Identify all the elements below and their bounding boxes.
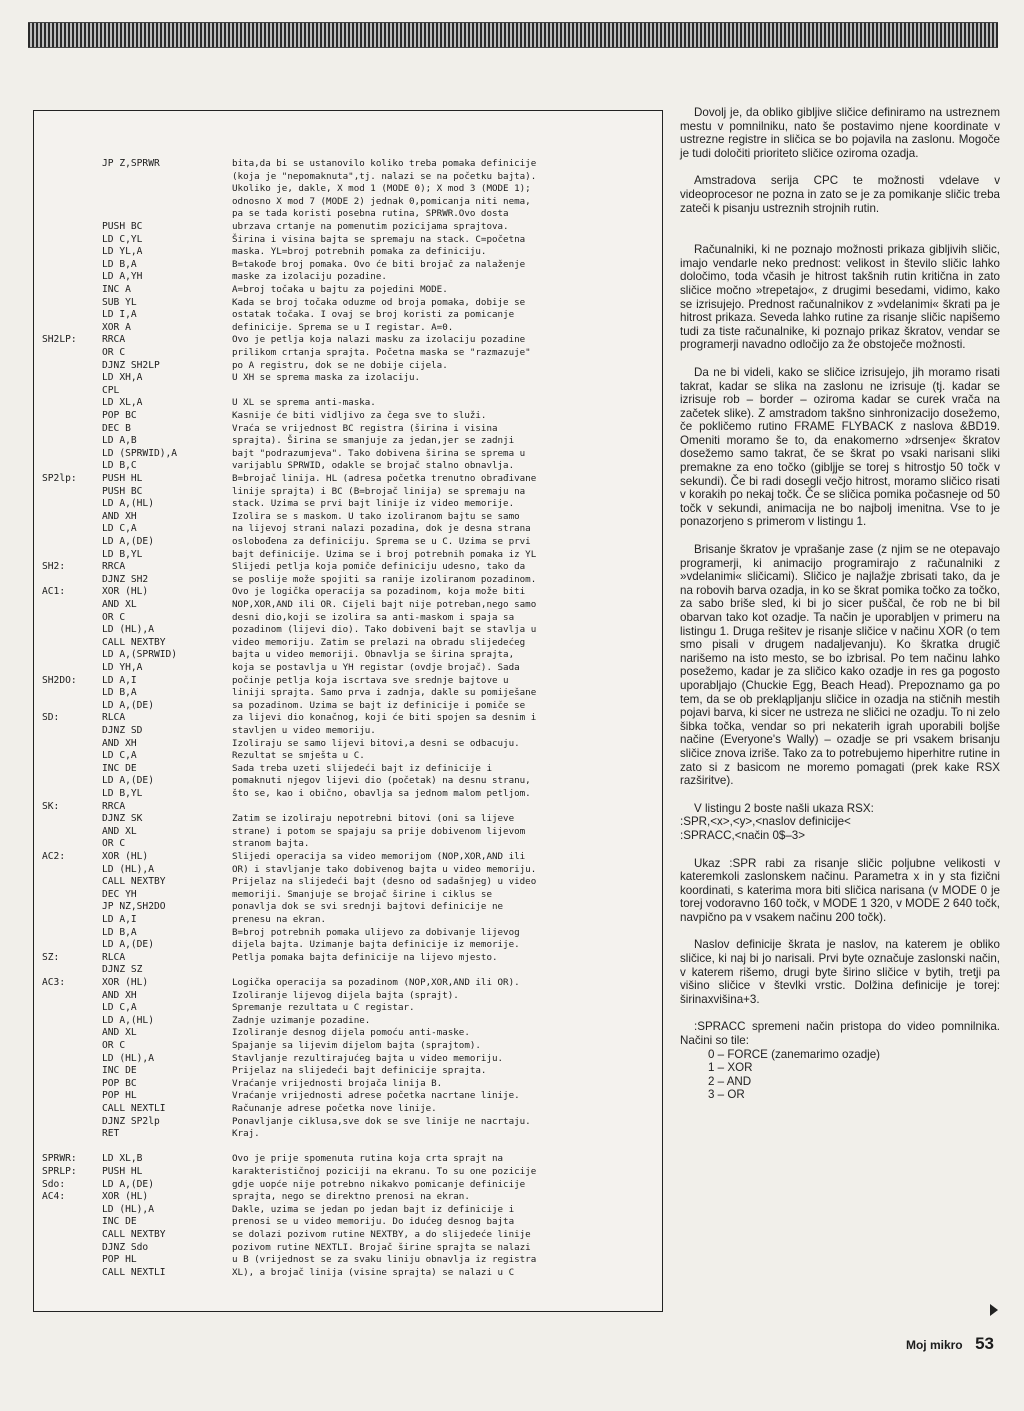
listing-row <box>34 321 662 334</box>
listing-row <box>34 510 662 523</box>
listing-row <box>34 875 662 888</box>
magazine-name: Moj mikro <box>905 1338 963 1352</box>
listing-code: PUSH HL <box>102 1166 143 1177</box>
listing-row <box>34 699 662 712</box>
listing-comment: Ovo je petlja koja nalazi masku za izolaciju pozadine <box>232 334 526 346</box>
listing-code: OR C <box>102 1040 126 1051</box>
listing-code: DEC B <box>102 422 131 434</box>
listing-code: POP HL <box>102 1254 137 1266</box>
listing-row <box>34 195 662 208</box>
listing-label: SPRLP: <box>42 1166 77 1177</box>
listing-code: LD A,(DE) <box>102 939 154 951</box>
listing-comment: Slijedi petlja koja pomiče definiciju udesno, tako da <box>232 561 526 573</box>
listing-comment: Logička operacija sa pozadinom (NOP,XOR,AND ili OR). <box>232 977 520 988</box>
listing-comment: za lijevi dio konačnog, koji će biti spojen sa desnim i <box>232 712 537 724</box>
listing-row <box>34 611 662 624</box>
listing-comment: A=broj točaka u bajtu za pojedini MODE. <box>232 284 448 295</box>
listing-comment: Ukoliko je, dakle, X mod 1 (MODE 0); X mod 3 (MODE 1); <box>232 183 531 195</box>
listing-code: LD (HL),A <box>102 1052 154 1064</box>
listing-row <box>34 270 662 283</box>
header-strip <box>28 22 998 48</box>
mode-option: 3 – OR <box>708 1088 745 1102</box>
listing-label: SZ: <box>42 951 60 963</box>
listing-comment: Kada se broj točaka oduzme od broja pomaka, dobije se <box>232 296 526 308</box>
listing-comment: ponavlja dok se svi srednji bajtovi definicije ne <box>232 901 504 913</box>
mode-option: 0 – FORCE (zanemarimo ozadje) <box>708 1047 881 1061</box>
listing-comment: Spajanje sa lijevim dijelom bajta (sprajtom). <box>232 1040 481 1051</box>
listing-code: PUSH HL <box>102 473 143 484</box>
listing-row <box>34 1241 662 1254</box>
listing-code: LD A,(DE) <box>102 536 154 547</box>
listing-comment: na lijevoj strani nalazi pozadina, dok je desna strana <box>232 523 531 535</box>
listing-code: LD C,A <box>102 1002 137 1014</box>
listing-row <box>34 1039 662 1052</box>
listing-row <box>34 472 662 485</box>
listing-code: LD B,A <box>102 258 137 270</box>
listing-code: CALL NEXTBY <box>102 1229 166 1240</box>
listing-row <box>34 825 662 838</box>
listing-comment: Prijelaz na slijedeći bajt definicije sprajta. <box>232 1065 487 1077</box>
listing-label: SPRWR: <box>42 1153 77 1165</box>
listing-code: AND XH <box>102 989 137 1001</box>
listing-code: LD A,(HL) <box>102 1014 154 1026</box>
listing-row <box>34 1203 662 1216</box>
listing-comment: sa pozadinom. Uzima se bajt iz definicije i pomiče se <box>232 699 526 711</box>
listing-comment: oslobođena za definiciju. Sprema se u C. Uzima se prvi <box>232 536 531 547</box>
article-paragraph: Da ne bi videli, kako se sličice izrisujejo, jih moramo risati takrat, kadar se slika na zaslonu ne izrisuje (tj. kadar se izrisuje rob – border – oziroma kadar se curek vrača na začetek slike). Z amstradom takšno sinhronizacijo dosežemo, če pokličemo rutino FRAME FLYBACK z naslova &BD19. Omeniti moramo še to, da enakomerno »drsenje« škratov dosežemo samo takrat, če se škrat po vsaki narisani sliki premakne za eno točko (gibljje se torej s hitrostjo 50 točk v sekundi). Če bi radi dosegli večjo hitrost, moramo sličico risati v korakih po nekaj točk. Če se sličica pomika počasneje od 50 točk v sekundi, animacija ne bo najbolj imenitna. Vse to je ponazorjeno s primerom v listingu 1. <box>680 365 1000 529</box>
listing-row <box>34 1064 662 1077</box>
listing-code: XOR (HL) <box>102 851 149 862</box>
listing-comment: Vraća se vrijednost BC registra (širina i visina <box>232 422 498 434</box>
listing-comment: Ponavljanje ciklusa,sve dok se sve linije ne nacrtaju. <box>232 1115 531 1127</box>
listing-row <box>34 661 662 674</box>
listing-code: LD C,A <box>102 750 137 762</box>
listing-row <box>34 573 662 586</box>
listing-code: LD (SPRWID),A <box>102 447 178 459</box>
listing-row <box>34 182 662 195</box>
listing-comment: pa se tada koristi posebna rutina, SPRWR.Ovo dosta <box>232 208 509 220</box>
listing-label: SD: <box>42 712 60 724</box>
listing-row <box>34 900 662 913</box>
listing-row <box>34 296 662 309</box>
listing-code: LD C,YL <box>102 233 143 245</box>
article-paragraph: Računalniki, ki ne poznajo možnosti prikaza gibljivih sličic, imajo vendarle neko prednost: velikost in število sličic lahko določimo, toda včasih je hitrost takšnih rutin kritična in zato sličice močno »trepetajo«, z drugimi besedami, vidimo, kako se izrisujejo. Prednost računalnikov z »vdelanimi« škrati pa je hitrost prikaza. Seveda lahko rutine za risanje sličic napišemo tudi za tiste računalnike, ki poznajo prikaz škratov, vendar se programerji navadno odločijo za že obstoječe možnosti. <box>680 243 1000 352</box>
listing-comment: stranom bajta. <box>232 838 310 850</box>
listing-row <box>34 636 662 649</box>
listing-comment: NOP,XOR,AND ili OR. Cijeli bajt nije potreban,nego samo <box>232 599 537 610</box>
listing-code: DJNZ SK <box>102 813 143 825</box>
listing-row <box>34 207 662 220</box>
listing-code: DJNZ SH2LP <box>102 359 160 371</box>
listing-row <box>34 926 662 939</box>
listing-comment: Širina i visina bajta se spremaju na stack. C=početna <box>232 233 526 245</box>
listing-row <box>34 674 662 687</box>
listing-comment: prenesu na ekran. <box>232 914 327 925</box>
listing-comment: pomaknuti njegov lijevi dio (početak) na desnu stranu, <box>232 775 531 787</box>
article-paragraph: Dovolj je, da obliko gibljive sličice definiramo na ustreznem mestu v pomnilniku, nato še postavimo njene koordinate v ustrezne registre in sličica se bo pojavila na zaslonu. Mogoče je tudi določiti prioriteto sličice oziroma ozadja. <box>680 106 1000 160</box>
listing-code: SUB YL <box>102 296 137 308</box>
listing-code: CPL <box>102 384 120 396</box>
listing-row <box>34 1115 662 1128</box>
listing-code: XOR A <box>102 321 131 333</box>
listing-comment: koja se postavlja u YH registar (ovdje brojač). Sada <box>232 662 520 673</box>
listing-label: SP2lp: <box>42 473 77 484</box>
article-column <box>680 106 1000 1102</box>
listing-comment: prenosi se u video memoriju. Do idućeg desnog bajta <box>232 1216 515 1228</box>
listing-code: POP HL <box>102 1090 137 1102</box>
listing-comment: U XH se sprema maska za izolaciju. <box>232 372 421 384</box>
listing-code: INC DE <box>102 1216 137 1228</box>
listing-row <box>34 434 662 447</box>
rsx-line: V listingu 2 boste našli ukaza RSX: <box>694 801 874 815</box>
listing-row <box>34 447 662 460</box>
listing-row <box>34 724 662 737</box>
listing-comment: Izoliraju se samo lijevi bitovi,a desni se odbacuju. <box>232 737 520 749</box>
listing-row <box>34 1102 662 1115</box>
listing-code: LD A,(HL) <box>102 498 154 510</box>
listing-row <box>34 220 662 233</box>
listing-code: RRCA <box>102 561 126 573</box>
page-footer <box>906 1334 994 1354</box>
listing-row <box>34 749 662 762</box>
listing-row <box>34 711 662 724</box>
listing-comment: Ovo je logička operacija sa pozadinom, koja može biti <box>232 586 526 598</box>
listing-code: INC A <box>102 284 131 295</box>
listing-comment: strane) i potom se spajaju sa prije dobivenom lijevom <box>232 825 526 837</box>
listing-comment: pozadinom (lijevi dio). Tako dobiveni bajt se stavlja u <box>232 624 537 636</box>
listing-code: LD B,YL <box>102 548 143 560</box>
listing-code: LD A,(SPRWID) <box>102 649 178 661</box>
listing-comment: Kraj. <box>232 1128 260 1140</box>
listing-comment: ostatak točaka. I ovaj se broj koristi za pomicanje <box>232 309 515 321</box>
listing-comment: (koja je "nepomaknuta",tj. nalazi se na početku bajta). <box>232 170 537 182</box>
listing-code: DEC YH <box>102 888 137 900</box>
listing-row <box>34 1190 662 1203</box>
rsx-line: :SPRACC,<način 0$–3> <box>680 828 806 842</box>
listing-row <box>34 800 662 813</box>
listing-comment: po A registru, dok se ne dobije cijela. <box>232 359 448 371</box>
listing-comment: se poslije može spojiti sa ranije izoliranom pozadinom. <box>232 573 537 585</box>
listing-code: DJNZ SP2lp <box>102 1115 160 1127</box>
listing-comment: u B (vrijednost se za svaku liniju obnavlja iz registra <box>232 1254 537 1266</box>
listing-row <box>34 686 662 699</box>
listing-label: SH2LP: <box>42 334 77 346</box>
listing-code: LD (HL),A <box>102 863 154 875</box>
listing-code: RET <box>102 1128 120 1140</box>
listing-comment: bajt definicije. Uzima se i broj potrebnih pomaka iz YL <box>232 548 537 560</box>
listing-comment: XL), a brojač linija (visine sprajta) se nalazi u C <box>232 1266 515 1278</box>
listing-row <box>34 245 662 258</box>
listing-label: AC3: <box>42 977 66 988</box>
listing-code: LD B,A <box>102 687 137 699</box>
listing-comment: dijela bajta. Uzimanje bajta definicije iz memorije. <box>232 939 520 951</box>
listing-comment: video memoriju. Zatim se prelazi na obradu slijedećeg <box>232 636 526 648</box>
listing-code: LD A,I <box>102 674 137 686</box>
listing-row <box>34 308 662 321</box>
listing-code: LD YL,A <box>102 246 143 258</box>
listing-comment: varijablu SPRWID, odakle se brojač stalno obnavlja. <box>232 460 515 472</box>
listing-row <box>34 560 662 573</box>
listing-comment: što se, kao i obično, obavlja sa jednom malom petljom. <box>232 788 531 799</box>
listing-code: RLCA <box>102 712 126 724</box>
listing-row <box>34 585 662 598</box>
listing-comment: sprajta, nego se direktno prenosi na ekran. <box>232 1191 470 1203</box>
listing-comment: Slijedi operacija sa video memorijom (NOP,XOR,AND ili <box>232 851 526 862</box>
listing-comment: bita,da bi se ustanovilo koliko treba pomaka definicije <box>232 158 537 169</box>
listing-row <box>34 1215 662 1228</box>
listing-comment: Zadnje uzimanje pozadine. <box>232 1014 371 1026</box>
listing-row <box>34 850 662 863</box>
listing-row <box>34 497 662 510</box>
listing-comment: Računanje adrese početka nove linije. <box>232 1103 437 1114</box>
listing-row <box>34 1014 662 1027</box>
listing-row <box>34 762 662 775</box>
listing-comment: pozivom rutine NEXTLI. Brojač širine sprajta se nalazi <box>232 1241 531 1253</box>
listing-label: SH2: <box>42 561 66 573</box>
listing-row <box>34 258 662 271</box>
listing-row <box>34 548 662 561</box>
listing-comment: Prijelaz na slijedeći bajt (desno od sadašnjeg) u video <box>232 876 537 888</box>
listing-code: CALL NEXTBY <box>102 636 166 648</box>
listing-comment: Rezultat se smješta u C. <box>232 750 365 762</box>
listing-row <box>34 459 662 472</box>
listing-row <box>34 1152 662 1165</box>
listing-label: AC1: <box>42 586 66 598</box>
listing-code: XOR (HL) <box>102 586 149 598</box>
listing-row <box>34 888 662 901</box>
listing-comment: memoriji. Smanjuje se brojač širine i ciklus se <box>232 888 492 900</box>
listing-comment: bajta u video memoriji. Obnavlja se širina sprajta, <box>232 649 515 661</box>
listing-code: CALL NEXTBY <box>102 876 166 888</box>
listing-code: LD I,A <box>102 309 137 321</box>
article-paragraph: :SPRACC spremeni način pristopa do video pomnilnika. Načini so tile: <box>680 1020 1000 1048</box>
listing-code: LD A,(DE) <box>102 699 154 711</box>
listing-comment: gdje uopće nije potrebno nikakvo pomicanje definicije <box>232 1178 526 1190</box>
page-number: 53 <box>975 1334 994 1353</box>
listing-comment: B=brojač linija. HL (adresa početka trenutno obrađivane <box>232 473 537 484</box>
listing-code: OR C <box>102 838 126 850</box>
listing-code: DJNZ SZ <box>102 964 143 976</box>
listing-comment: OR) i stavljanje tako dobivenog bajta u video memoriju. <box>232 863 537 875</box>
listing-row <box>34 623 662 636</box>
listing-row <box>34 787 662 800</box>
listing-row <box>34 233 662 246</box>
listing-code: AND XH <box>102 510 137 522</box>
listing-code: LD (HL),A <box>102 624 154 636</box>
listing-row <box>34 1077 662 1090</box>
article-paragraph: Naslov definicije škrata je naslov, na katerem je obliko sličice, ki naj bi jo narisali. Prvi byte označuje zaslonski način, v katerem rišemo, drugi byte širino sličice v bytih, tretji pa višino sličice v števlki vrstic. Dolžina definicije je torej: širinaxvišina+3. <box>680 938 1000 1006</box>
listing-row <box>34 371 662 384</box>
listing-row <box>34 963 662 976</box>
listing-row <box>34 837 662 850</box>
listing-row <box>34 1178 662 1191</box>
listing-code: LD YH,A <box>102 662 143 673</box>
rsx-line: :SPR,<x>,<y>,<naslov definicije< <box>680 815 851 829</box>
listing-code: LD (HL),A <box>102 1203 154 1215</box>
listing-label: AC2: <box>42 851 66 862</box>
listing-row <box>34 1266 662 1279</box>
listing-comment: karakterističnoj poziciji na ekranu. To su one pozicije <box>232 1166 537 1177</box>
listing-comment: maske za izolaciju pozadine. <box>232 271 387 283</box>
listing-comment: Sada treba uzeti slijedeći bajt iz definicije i <box>232 762 492 774</box>
article-paragraph: Brisanje škratov je vprašanje zase (z njim se ne otepavajo programerji, ki animacijo programirajo z računalniki z »vdelanimi« sličicami). Sličico je najlažje zbrisati tako, da je na robovih barva ozadja, in ko se škrat pomika točko za točko, za sabo briše sled, ki bi jo sicer puščal, če rob ne bi bil obarvan tako kot ozadje. Ta način je uporabljen v primeru na listingu 1. Druga rešitev je risanje sličice v načinu XOR (o tem smo pisali v drugem nadaljevanju). Ko škratka drugič narišemo na isto mesto, se bo izbrisal. Po tem načinu lahko posežemo, kadar je za sličico kako ozadje in res ga pogosto uporabljajo (Chuckie Egg, Beach Head). Prepoznamo ga po tem, da se ob prekląpljanju sličice in ozadja na stičnih mestih pojavi barva, ki sicer ne ustreza ne sličici ne ozadju. To ni zelo šibka točka, vendar so pri nekaterih igrah uporabili boljše načine (Everyone's Wally) – ozadje se pri vsakem brisanju sličice znova izriše. Tako za to potrebujemo hiperhitre rutine in zato si z basicom ne moremo pomagati (prek kake RSX razširitve). <box>680 543 1000 788</box>
listing-code: POP BC <box>102 410 137 421</box>
listing-row <box>34 951 662 964</box>
article-paragraph: Ukaz :SPR rabi za risanje sličic poljubne velikosti v kateremkoli zaslonskem načinu. Parametra x in y sta fizični koordinati, s katerima mora biti sličica narisana (v MODE 0 je torej vodoravno 160 točk, v MODE 1 320, v MODE 2 640 točk, navpično pa v vsakem načinu 200 točk). <box>680 856 1000 924</box>
listing-row <box>34 913 662 926</box>
listing-code: LD XH,A <box>102 372 143 384</box>
listing-label: SH2DO: <box>42 674 77 686</box>
listing-code: LD XL,B <box>102 1153 143 1165</box>
mode-option: 2 – AND <box>708 1074 752 1088</box>
listing-row <box>34 1127 662 1140</box>
listing-code: RLCA <box>102 951 126 963</box>
listing-comment: maska. YL=broj potrebnih pomaka za definiciju. <box>232 246 487 258</box>
listing-comment: Izoliranje desnog dijela pomoću anti-maske. <box>232 1027 470 1039</box>
listing-row <box>34 1026 662 1039</box>
listing-label: SK: <box>42 800 60 812</box>
listing-row <box>34 485 662 498</box>
listing-code: LD A,B <box>102 435 137 447</box>
listing-row <box>34 384 662 397</box>
listing-code: INC DE <box>102 762 137 774</box>
listing-row <box>34 648 662 661</box>
listing-row <box>34 359 662 372</box>
listing-comment: Ovo je prije spomenuta rutina koja crta sprajt na <box>232 1153 504 1165</box>
listing-row <box>34 1089 662 1102</box>
code-listing-box <box>33 110 663 1312</box>
listing-comment: stack. Uzima se prvi bajt linije iz video memorije. <box>232 498 515 510</box>
listing-code: RRCA <box>102 334 126 346</box>
listing-comment: Petlja pomaka bajta definicije na lijevo mjesto. <box>232 951 498 963</box>
listing-comment: U XL se sprema anti-maska. <box>232 397 376 409</box>
listing-row <box>34 598 662 611</box>
listing-row <box>34 409 662 422</box>
listing-comment: Dakle, uzima se jedan po jedan bajt iz definicije i <box>232 1203 515 1215</box>
listing-code: LD A,I <box>102 914 137 925</box>
listing-row <box>34 422 662 435</box>
listing-comment: B=takođe broj pomaka. Ovo će biti brojač za nalaženje <box>232 258 526 270</box>
listing-row <box>34 976 662 989</box>
listing-row <box>34 737 662 750</box>
listing-row <box>34 1140 662 1153</box>
listing-comment: definicije. Sprema se u I registar. A=0. <box>232 321 454 333</box>
listing-code: LD B,C <box>102 460 137 472</box>
continue-arrow-icon <box>990 1304 998 1316</box>
listing-code: AND XL <box>102 825 137 837</box>
listing-code: DJNZ SD <box>102 725 143 736</box>
listing-code: CALL NEXTLI <box>102 1266 166 1278</box>
article-paragraph: Amstradova serija CPC te možnosti vdelave v videoprocesor ne pozna in zato se je za pomikanje sličic treba zateči k pisanju ustreznih strojnih rutin. <box>680 174 1000 215</box>
listing-comment: bajt "podrazumjeva". Tako dobivena širina se sprema u <box>232 447 526 459</box>
listing-comment: liniji sprajta. Samo prva i zadnja, dakle su pomiješane <box>232 687 537 699</box>
listing-comment: Izolira se s maskom. U tako izoliranom bajtu se samo <box>232 510 520 522</box>
listing-code: AND XL <box>102 1027 137 1039</box>
listing-code: RRCA <box>102 800 126 812</box>
listing-row <box>34 774 662 787</box>
listing-row <box>34 170 662 183</box>
listing-code: JP NZ,SH2DO <box>102 901 166 913</box>
listing-comment: Zatim se izoliraju nepotrebni bitovi (oni sa lijeve <box>232 813 515 825</box>
listing-label: Sdo: <box>42 1178 66 1190</box>
listing-code: JP Z,SPRWR <box>102 158 160 169</box>
listing-row <box>34 1052 662 1065</box>
listing-code: AND XL <box>102 599 137 610</box>
listing-code: DJNZ Sdo <box>102 1241 149 1253</box>
listing-code: XOR (HL) <box>102 1191 149 1203</box>
listing-row <box>34 812 662 825</box>
listing-comment: Spremanje rezultata u C registar. <box>232 1002 415 1014</box>
listing-row <box>34 346 662 359</box>
listing-code: LD XL,A <box>102 397 143 409</box>
listing-row <box>34 989 662 1002</box>
listing-code: OR C <box>102 347 126 358</box>
listing-comment: Vraćanje vrijednosti brojača linija B. <box>232 1077 443 1089</box>
listing-comment: odnosno X mod 7 (MODE 2) jednak 0,pomicanja niti nema, <box>232 195 531 207</box>
mode-option: 1 – XOR <box>708 1061 753 1075</box>
listing-comment: počinje petlja koja iscrtava sve srednje bajtove u <box>232 674 509 686</box>
listing-code: CALL NEXTLI <box>102 1103 166 1114</box>
listing-code: LD A,YH <box>102 271 143 283</box>
listing-code: LD A,(DE) <box>102 775 154 787</box>
listing-comment: prilikom crtanja sprajta. Početna maska se "razmazuje" <box>232 347 531 358</box>
listing-row <box>34 1165 662 1178</box>
listing-row <box>34 1001 662 1014</box>
listing-row <box>34 1228 662 1241</box>
listing-comment: se dolazi pozivom rutine NEXTBY, a do slijedeće linije <box>232 1229 531 1240</box>
listing-row <box>34 535 662 548</box>
listing-code: LD A,(DE) <box>102 1178 154 1190</box>
listing-row <box>34 283 662 296</box>
listing-comment: Kasnije će biti vidljivo za čega sve to služi. <box>232 410 487 421</box>
listing-comment: linije sprajta) i BC (B=brojač linija) se spremaju na <box>232 485 526 497</box>
listing-code: OR C <box>102 611 126 623</box>
listing-code: LD C,A <box>102 523 137 535</box>
listing-comment: Stavljanje rezultirajućeg bajta u video memoriju. <box>232 1052 504 1064</box>
listing-row <box>34 938 662 951</box>
listing-comment: ubrzava crtanje na pomenutim pozicijama sprajtova. <box>232 221 509 232</box>
listing-code: INC DE <box>102 1065 137 1077</box>
listing-comment: desni dio,koji se izolira sa anti-maskom i spaja sa <box>232 611 515 623</box>
listing-row <box>34 1253 662 1266</box>
listing-row <box>34 157 662 170</box>
listing-row <box>34 333 662 346</box>
listing-comment: Vraćanje vrijednosti adrese početka nacrtane linije. <box>232 1090 520 1102</box>
listing-code: LD B,YL <box>102 788 143 799</box>
listing-code: PUSH BC <box>102 485 143 497</box>
listing-code: POP BC <box>102 1077 137 1089</box>
listing-comment: B=broj potrebnih pomaka ulijevo za dobivanje lijevog <box>232 926 520 938</box>
listing-comment: stavljen u video memoriju. <box>232 725 376 736</box>
listing-comment: Izoliranje lijevog dijela bajta (sprajt). <box>232 989 459 1001</box>
listing-code: PUSH BC <box>102 221 143 232</box>
listing-code: AND XH <box>102 737 137 749</box>
listing-comment: sprajta). Širina se smanjuje za jedan,jer se zadnji <box>232 435 515 447</box>
listing-code: XOR (HL) <box>102 977 149 988</box>
listing-row <box>34 396 662 409</box>
listing-row <box>34 863 662 876</box>
listing-code: LD B,A <box>102 926 137 938</box>
listing-row <box>34 522 662 535</box>
listing-label: AC4: <box>42 1191 66 1203</box>
listing-code: DJNZ SH2 <box>102 573 149 585</box>
